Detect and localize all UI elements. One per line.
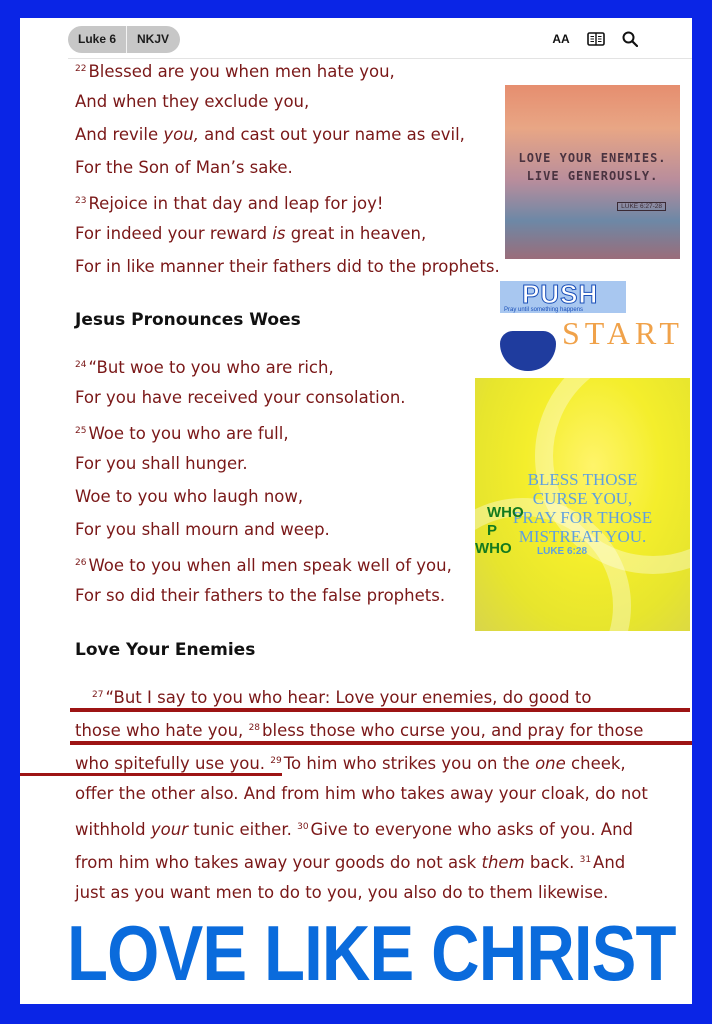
heart-icon — [500, 331, 556, 371]
verse-italic: one — [535, 754, 566, 773]
verse-28-line — [75, 717, 643, 742]
verse-italic: is — [272, 224, 286, 243]
verse-italic: them — [481, 853, 525, 872]
verse-27-line-1 — [92, 684, 591, 709]
search-icon[interactable] — [620, 30, 640, 48]
passage-selector[interactable] — [68, 26, 180, 53]
verse-text: those who hate you, — [75, 721, 249, 740]
p-overlay: P — [487, 522, 498, 539]
verse-24-line-1 — [75, 354, 334, 379]
push-start-image — [500, 279, 684, 372]
verse-text: from him who takes away your goods do not ask — [75, 853, 482, 872]
verse-23-line-3: For in like manner their fathers did to the prophets. — [75, 257, 500, 276]
verse-number: 25 — [75, 426, 87, 436]
verse-italic: your — [150, 820, 188, 839]
text-size-icon[interactable] — [551, 30, 571, 48]
verse-text: For indeed your reward — [75, 224, 273, 243]
verse-number: 24 — [75, 360, 87, 370]
verse-text: cheek, — [565, 754, 626, 773]
bless-those-image — [475, 378, 690, 631]
sunset-reference: LUKE 6:27-28 — [617, 202, 666, 211]
highlight-underline — [70, 708, 690, 712]
push-subtitle: Pray until something happens — [504, 307, 584, 313]
push-title: PUSH — [522, 279, 599, 309]
verse-25-line-2: For you shall hunger. — [75, 454, 248, 473]
bless-reference: LUKE 6:28 — [537, 546, 588, 557]
verse-number: 28 — [248, 723, 261, 733]
verse-22-line-3 — [75, 124, 465, 146]
verse-number: 30 — [297, 822, 309, 832]
verse-text: Give to everyone who asks of you. And — [310, 820, 634, 839]
verse-text: And revile — [75, 125, 164, 144]
verse-text: tunic either. — [187, 820, 298, 839]
top-toolbar — [20, 18, 692, 58]
bible-page — [20, 18, 692, 1004]
verse-text: Woe to you when all men speak well of you, — [88, 556, 452, 575]
verse-26-line-2: For so did their fathers to the false prophets. — [75, 586, 446, 605]
who-overlay-2: WHO — [475, 540, 512, 557]
verse-text: And — [593, 853, 626, 872]
verse-text: “But woe to you who are rich, — [88, 358, 334, 377]
verse-number: 23 — [75, 196, 87, 206]
verse-23-line-2 — [75, 223, 426, 245]
verse-text: To him who strikes you on the — [283, 754, 536, 773]
verse-text: back. — [524, 853, 580, 872]
verse-25-line-1 — [75, 420, 289, 445]
section-heading-woes: Jesus Pronounces Woes — [75, 310, 301, 330]
verse-30-line — [75, 816, 633, 841]
verse-number: 22 — [75, 64, 87, 74]
sunset-line-2: LIVE GENEROUSLY. — [526, 169, 659, 183]
highlight-underline — [70, 741, 692, 745]
section-heading-love-enemies: Love Your Enemies — [75, 640, 256, 660]
verse-number: 31 — [579, 855, 592, 865]
verse-29-line-1 — [75, 750, 626, 775]
book-chapter-button[interactable]: Luke 6 — [78, 32, 117, 46]
verse-text: withhold — [75, 820, 151, 839]
verse-text: bless those who curse you, and pray for those — [262, 721, 644, 740]
verse-22-line-1 — [75, 58, 395, 83]
push-banner — [500, 281, 626, 313]
verse-22-line-4: For the Son of Man’s sake. — [75, 158, 293, 177]
bless-line-2: CURSE YOU, — [532, 489, 633, 508]
highlight-underline — [20, 773, 282, 776]
verse-text: Blessed are you when men hate you, — [88, 62, 395, 81]
text-size-label: AA — [552, 32, 570, 46]
verse-text: great in heaven, — [285, 224, 427, 243]
bless-line-4: MISTREAT YOU. — [518, 527, 647, 546]
who-overlay-1: WHO — [487, 504, 524, 521]
verse-text: Rejoice in that day and leap for joy! — [88, 194, 384, 213]
verse-number: 26 — [75, 558, 87, 568]
bless-line-1: BLESS THOSE — [527, 470, 638, 489]
verse-text: and cast out your name as evil, — [198, 125, 465, 144]
verse-text: Woe to you who are full, — [88, 424, 289, 443]
verse-26-line-1 — [75, 552, 452, 577]
bless-line-3: PRAY FOR THOSE — [512, 508, 653, 527]
verse-number: 29 — [270, 756, 282, 766]
love-like-christ-banner: LOVE LIKE CHRIST — [67, 909, 676, 997]
sunset-caption — [505, 149, 680, 185]
verse-italic: you, — [163, 125, 199, 144]
verse-22-line-2: And when they exclude you, — [75, 92, 310, 111]
sunset-line-1: LOVE YOUR ENEMIES. — [518, 151, 667, 165]
version-button[interactable]: NKJV — [137, 32, 170, 46]
verse-24-line-2: For you have received your consolation. — [75, 388, 406, 407]
verse-text: who spitefully use you. — [75, 754, 271, 773]
verse-31-line-2: just as you want men to do to you, you also do to them likewise. — [75, 883, 609, 902]
book-icon[interactable] — [586, 30, 606, 48]
verse-31-line-1 — [75, 849, 625, 874]
verse-text: “But I say to you who hear: Love your enemies, do good to — [105, 688, 592, 707]
verse-25-line-4: For you shall mourn and weep. — [75, 520, 330, 539]
love-enemies-sunset-image — [505, 85, 680, 259]
start-title: START — [562, 315, 684, 351]
verse-25-line-3: Woe to you who laugh now, — [75, 487, 304, 506]
verse-23-line-1 — [75, 190, 384, 215]
verse-29-line-2: offer the other also. And from him who takes away your cloak, do not — [75, 784, 648, 803]
verse-number: 27 — [92, 690, 104, 700]
